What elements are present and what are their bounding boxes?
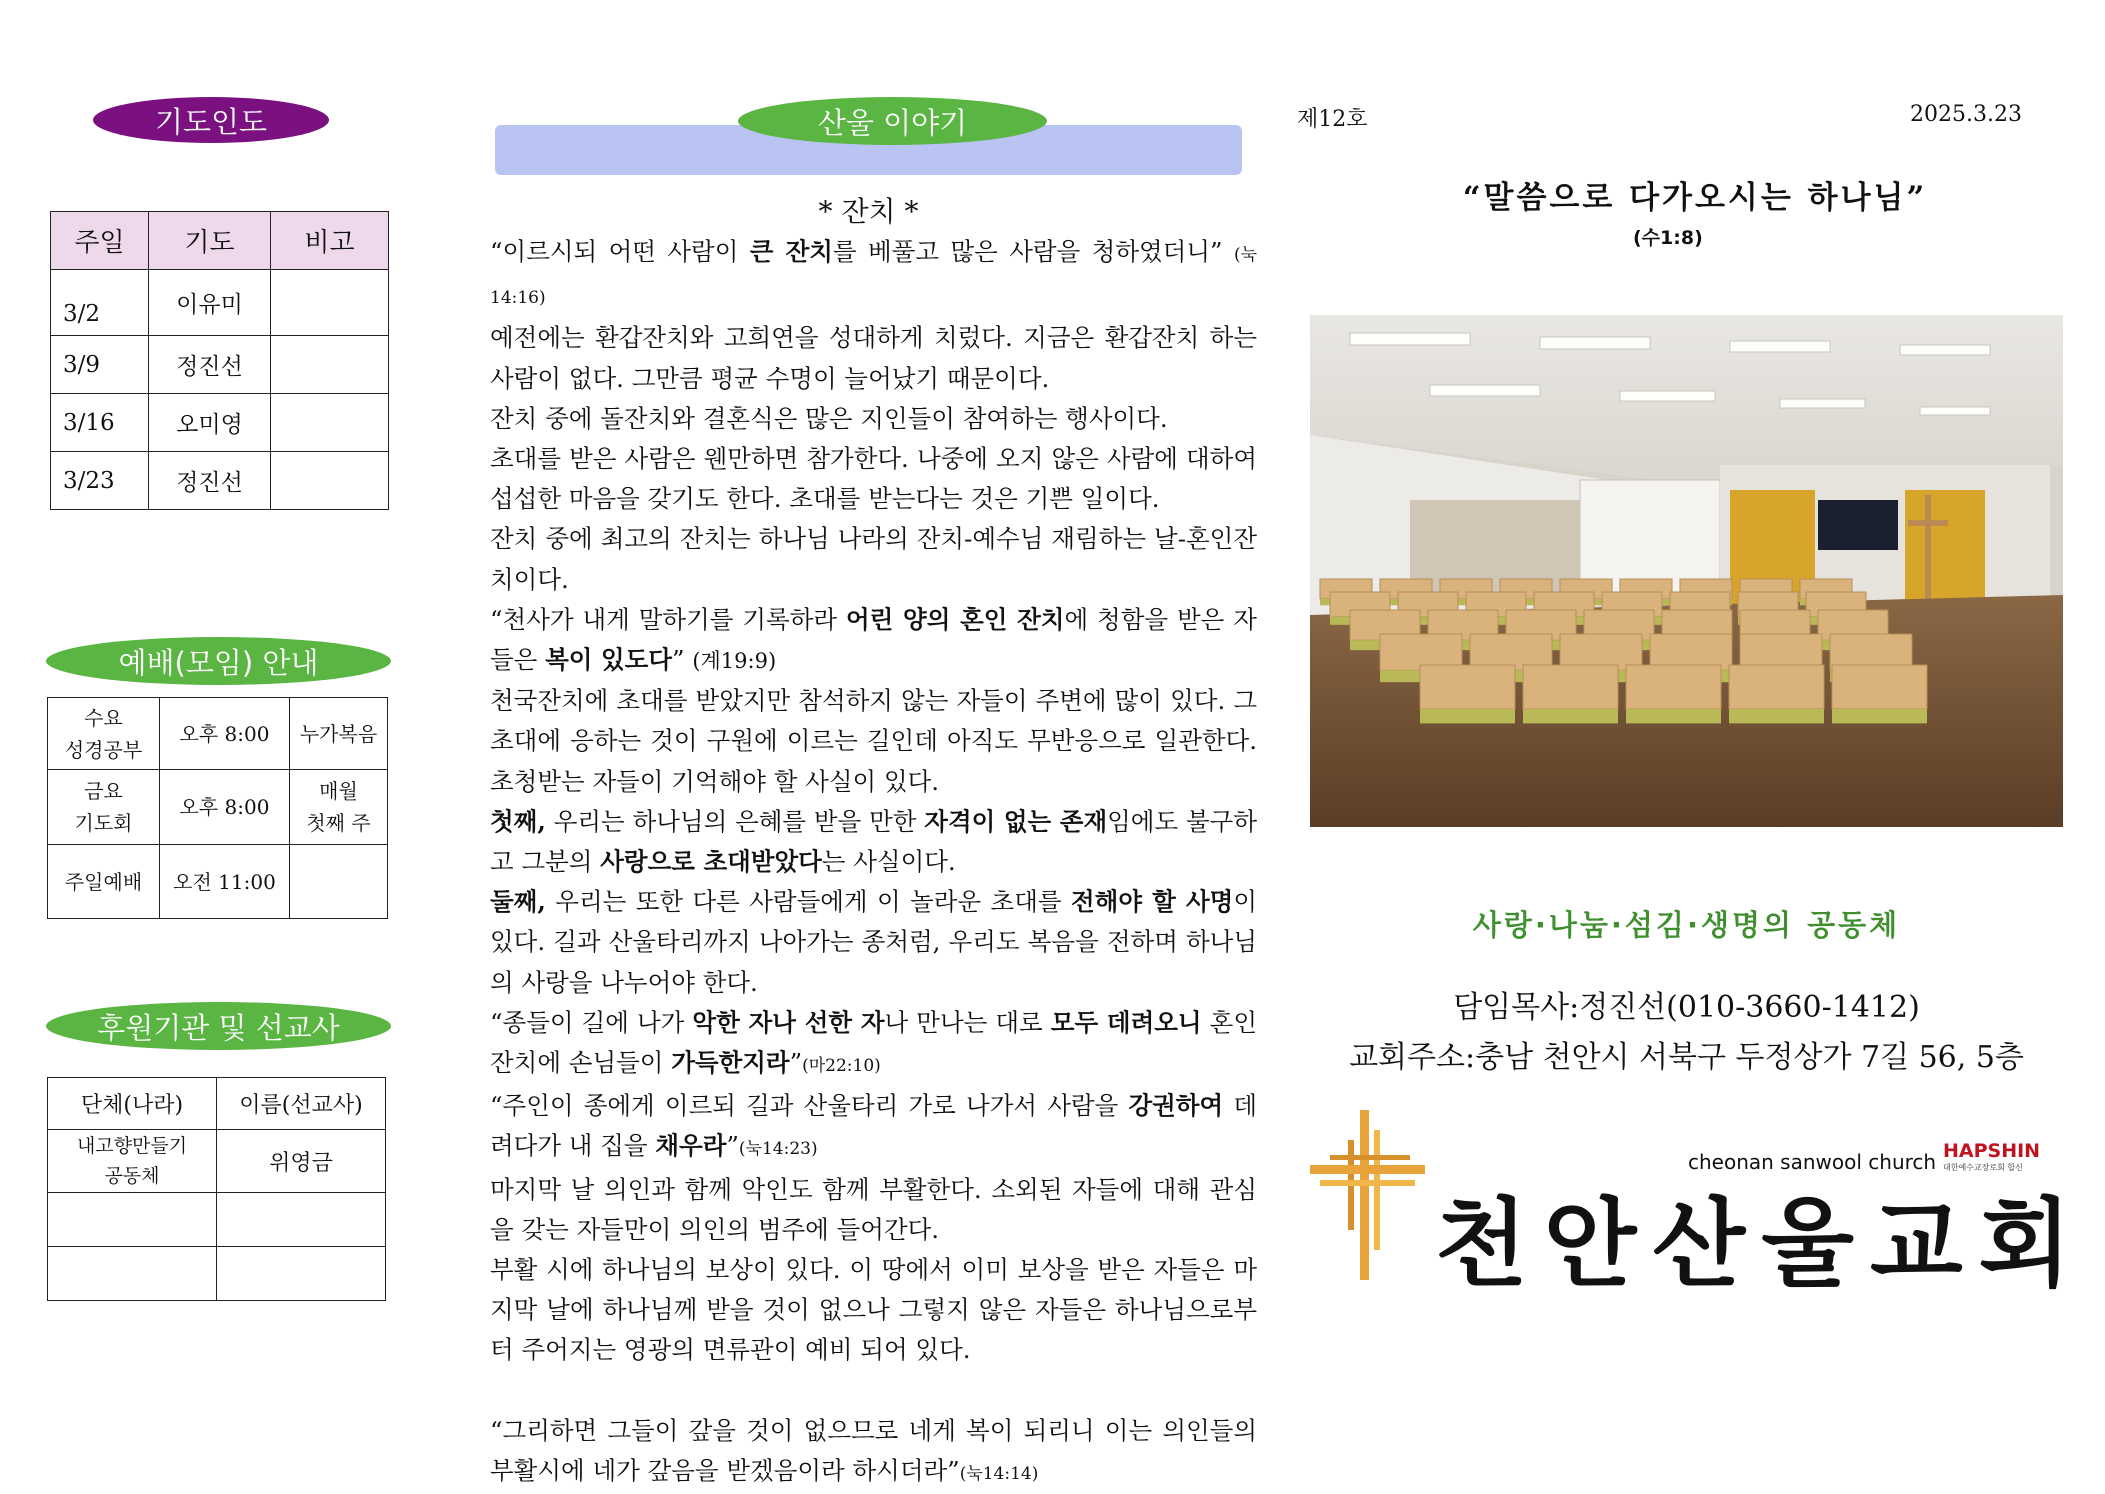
prayer-date: 3/16 [51, 394, 149, 452]
article-body [480, 232, 1257, 1494]
emphasis: 어린 양의 혼인 잔치 [846, 604, 1065, 634]
hapshin-logo: HAPSHIN [1943, 1140, 2041, 1162]
chair-seat [1626, 709, 1721, 723]
text: ” [789, 1048, 803, 1078]
text: ” [672, 645, 693, 675]
worship-table [47, 697, 388, 919]
worship-time: 오후 8:00 [160, 770, 290, 845]
text: “주인이 종에게 이르되 길과 산울타리 가로 나가서 사람을 [490, 1091, 1129, 1121]
sponsor-header: 후원기관 및 선교사 [46, 1002, 391, 1050]
text: 에 청함을 받은 자들은 [490, 604, 1257, 675]
emphasis: 둘째, [490, 887, 546, 917]
worship-note [290, 698, 388, 770]
chair-back [1420, 665, 1515, 709]
paragraph [480, 1003, 1257, 1086]
emphasis: 전해야 할 사명 [1070, 887, 1234, 917]
emphasis: 자격이 없는 존재 [924, 806, 1108, 836]
sponsor-table [47, 1077, 386, 1301]
paragraph [480, 882, 1257, 1003]
prayer-header: 기도인도 [93, 97, 329, 143]
cross-logo-icon [1310, 1110, 1430, 1285]
emphasis: 강권하여 [1128, 1091, 1224, 1121]
text: “천사가 내게 말하기를 기록하라 [490, 604, 847, 634]
emphasis: 채우라 [655, 1131, 727, 1161]
emphasis: 사랑으로 초대받았다 [600, 847, 822, 877]
bulletin-title: “말씀으로 다가오시는 하나님” [1462, 180, 1928, 216]
verse-ref: (마22:10) [802, 1056, 881, 1077]
worship-note-line1: 매월 [319, 779, 358, 803]
sponsor-table-header [48, 1078, 386, 1130]
worship-note [290, 845, 388, 919]
text: 나 만나는 대로 [884, 1007, 1051, 1037]
chair-back [1832, 665, 1927, 709]
text: 우리는 하나님의 은혜를 받을 만한 [545, 806, 925, 836]
sponsor-org [48, 1247, 217, 1301]
story-header: 산울 이야기 [738, 97, 1047, 145]
chair-back [1626, 665, 1721, 709]
sponsor-name: 위영금 [217, 1130, 386, 1193]
sponsor-col-name: 이름(선교사) [217, 1078, 386, 1130]
table-row [48, 1247, 386, 1301]
table-row [48, 770, 388, 845]
prayer-col-date: 주일 [51, 212, 149, 270]
logo-english: cheonan sanwool church [1688, 1150, 1937, 1174]
verse-ref: (눅14:16) [490, 245, 1257, 309]
paragraph: 마지막 날 의인과 함께 악인도 함께 부활한다. 소외된 자들에 대해 관심을 갖는 자들만이 의인의 범주에 들어간다. [490, 1174, 1257, 1244]
text: 를 베풀고 많은 사람을 청하였더니” [832, 237, 1234, 266]
text: “종들이 길에 나가 [490, 1007, 693, 1037]
church-motto: 사랑·나눔·섬김·생명의 공동체 [1472, 908, 1901, 942]
chair-back [1729, 665, 1824, 709]
worship-time: 오전 11:00 [160, 845, 290, 919]
prayer-date: 3/2 [51, 270, 149, 336]
verse-ref: (계19:9) [692, 649, 777, 674]
pastor-info: 담임목사:정진선(010-3660-1412) [1453, 990, 1920, 1025]
prayer-name: 이유미 [149, 270, 271, 336]
sponsor-name [217, 1247, 386, 1301]
bulletin-title-ref: (수1:8) [1633, 227, 1703, 249]
paragraph [480, 600, 1257, 681]
text: 이 있다. 길과 산울타리까지 나아가는 종처럼, 우리도 복음을 전하며 하나님의 사랑을 나누어야 한다. [490, 887, 1257, 997]
blank-line [480, 1371, 1257, 1411]
table-row [48, 1130, 386, 1193]
logo-korean: 천안산울교회 [1435, 1188, 2088, 1300]
sanctuary-photo [1310, 315, 2063, 827]
sponsor-org [48, 1193, 217, 1247]
emphasis: 가득한지라 [671, 1048, 790, 1078]
table-row [48, 845, 388, 919]
emphasis: 모두 데려오니 [1050, 1007, 1202, 1037]
chair-seat [1420, 709, 1515, 723]
prayer-note [271, 394, 389, 452]
article-title: * 잔치 * [818, 195, 919, 228]
emphasis: 복이 있도다 [545, 645, 672, 675]
verse-ref: (눅14:14) [959, 1464, 1039, 1485]
table-row [51, 394, 389, 452]
paragraph [480, 232, 1257, 318]
sponsor-col-org: 단체(나라) [48, 1078, 217, 1130]
table-row [51, 336, 389, 394]
paragraph: 천국잔치에 초대를 받았지만 참석하지 않는 자들이 주변에 많이 있다. 그 초대에 응하는 것이 구원에 이르는 길인데 아직도 무반응으로 일관한다. 초청받는 자들이 기억해야 할 사실이 있다. [490, 686, 1257, 796]
paragraph: 초대를 받은 사람은 웬만하면 참가한다. 나중에 오지 않은 사람에 대하여 섭섭한 마음을 갖기도 한다. 초대를 받는다는 것은 기쁜 일이다. [490, 444, 1257, 514]
paragraph: 잔치 중에 최고의 잔치는 하나님 나라의 잔치-예수님 재림하는 날-혼인잔치이다. [490, 524, 1257, 594]
table-row [48, 698, 388, 770]
worship-header: 예배(모임) 안내 [46, 637, 391, 685]
worship-name-line1: 수요 [84, 705, 123, 730]
table-row [51, 452, 389, 510]
prayer-note [271, 452, 389, 510]
prayer-note [271, 336, 389, 394]
verse-ref: (눅14:23) [738, 1139, 818, 1160]
prayer-col-note: 비고 [271, 212, 389, 270]
issue-number: 제12호 [1297, 107, 1368, 132]
prayer-name: 정진선 [149, 336, 271, 394]
text: 우리는 또한 다른 사람들에게 이 놀라운 초대를 [545, 887, 1071, 917]
text: ” [726, 1131, 739, 1161]
prayer-date: 3/9 [51, 336, 149, 394]
text: “그리하면 그들이 갚을 것이 없으므로 네게 복이 되리니 이는 의인들의 부활시에 네가 갚음을 받겠음이라 하시더라” [490, 1415, 1257, 1486]
chair-back [1523, 665, 1618, 709]
text: 데려다가 내 집을 [490, 1091, 1257, 1161]
paragraph: 잔치 중에 돌잔치와 결혼식은 많은 지인들이 참여하는 행사이다. [490, 403, 1168, 433]
worship-name-line1: 금요 [84, 779, 123, 803]
emphasis: 악한 자나 선한 자 [692, 1007, 885, 1037]
text: 임에도 불구하고 그분의 [490, 806, 1257, 877]
sanctuary-illustration [1310, 315, 2063, 827]
paragraph [480, 1411, 1257, 1494]
worship-note-line1: 누가복음 [299, 721, 378, 746]
prayer-col-name: 기도 [149, 212, 271, 270]
worship-note-line2: 첫째 주 [306, 811, 371, 835]
worship-name [48, 698, 160, 770]
chair-seat [1832, 709, 1927, 723]
prayer-name: 오미영 [149, 394, 271, 452]
table-row [51, 270, 389, 336]
chair-seat [1523, 709, 1618, 723]
worship-name-line2: 성경공부 [64, 737, 143, 762]
paragraph [480, 802, 1257, 882]
prayer-table-header [51, 212, 389, 270]
emphasis: 첫째, [490, 806, 546, 836]
text: 혼인 잔치에 손님들이 [490, 1007, 1258, 1078]
worship-name [48, 770, 160, 845]
prayer-name: 정진선 [149, 452, 271, 510]
prayer-date: 3/23 [51, 452, 149, 510]
sponsor-org-line1: 내고향만들기 [76, 1135, 188, 1157]
table-row [48, 1193, 386, 1247]
prayer-note [271, 270, 389, 336]
worship-time: 오후 8:00 [160, 698, 290, 770]
text: “이르시되 어떤 사람이 [490, 237, 750, 266]
paragraph: 예전에는 환갑잔치와 고희연을 성대하게 치렀다. 지금은 환갑잔치 하는 사람이 없다. 그만큼 평균 수명이 늘어났기 때문이다. [490, 323, 1257, 393]
sponsor-name [217, 1193, 386, 1247]
sponsor-org [48, 1130, 217, 1193]
church-address: 교회주소:충남 천안시 서북구 두정상가 7길 56, 5층 [1349, 1040, 2024, 1075]
chair-seat [1729, 709, 1824, 723]
worship-note [290, 770, 388, 845]
emphasis: 큰 잔치 [749, 237, 833, 266]
worship-name: 주일예배 [48, 845, 160, 919]
worship-name-line2: 기도회 [74, 811, 133, 835]
text: 는 사실이다. [821, 847, 956, 877]
issue-date: 2025.3.23 [1910, 102, 2022, 127]
sponsor-org-line2: 공동체 [104, 1165, 160, 1187]
paragraph: 부활 시에 하나님의 보상이 있다. 이 땅에서 이미 보상을 받은 자들은 마지막 날에 하나님께 받을 것이 없으나 그렇지 않은 자들은 하나님으로부터 주어지는 영광의 면류관이 예비 되어 있다. [490, 1255, 1257, 1365]
paragraph [480, 1086, 1257, 1169]
prayer-table [50, 211, 389, 510]
hapshin-subtitle: 대한예수교장로회 합신 [1943, 1163, 2023, 1172]
